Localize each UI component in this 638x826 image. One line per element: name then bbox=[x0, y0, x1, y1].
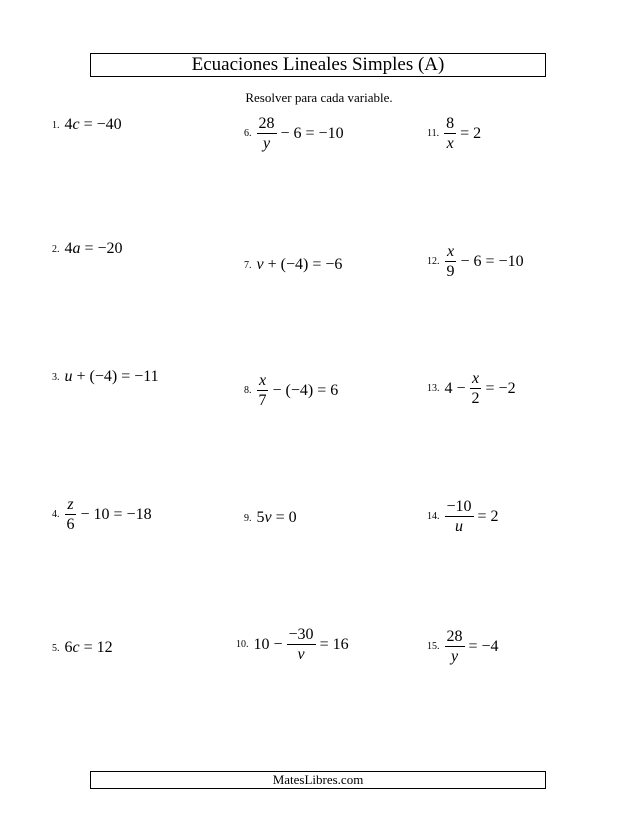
variable: c bbox=[72, 116, 80, 133]
problem-2 bbox=[52, 240, 123, 258]
instructions: Resolver para cada variable. bbox=[245, 90, 393, 105]
rhs: = −20 bbox=[84, 240, 123, 257]
problem-number: 13. bbox=[427, 383, 440, 394]
denominator: u bbox=[455, 518, 464, 535]
lhs-prefix: 4 − bbox=[444, 379, 466, 397]
numerator: 8 bbox=[446, 115, 455, 132]
problem-number: 4. bbox=[52, 509, 60, 520]
problem-number: 9. bbox=[244, 512, 252, 524]
problem-3 bbox=[52, 368, 159, 386]
problem-14 bbox=[427, 497, 499, 536]
rhs: − 6 = −10 bbox=[280, 124, 344, 142]
problem-number: 1. bbox=[52, 119, 60, 131]
problem-8 bbox=[244, 371, 338, 410]
denominator: 2 bbox=[471, 390, 480, 407]
problem-number: 12. bbox=[427, 256, 440, 267]
problem-11 bbox=[427, 114, 481, 153]
problem-12 bbox=[427, 242, 524, 281]
variable: a bbox=[72, 240, 81, 257]
coefficient: 5 bbox=[256, 509, 265, 526]
problem-number: 10. bbox=[236, 639, 249, 650]
fraction bbox=[445, 242, 457, 281]
denominator: 7 bbox=[258, 392, 267, 409]
numerator: 28 bbox=[446, 628, 463, 645]
problem-number: 7. bbox=[244, 259, 252, 271]
problem-10 bbox=[236, 625, 349, 664]
problem-number: 6. bbox=[244, 128, 252, 139]
variable: v bbox=[256, 256, 264, 273]
rhs: − (−4) = 6 bbox=[272, 381, 339, 399]
rhs: = 0 bbox=[275, 509, 297, 526]
rhs: = 2 bbox=[460, 124, 482, 142]
variable: v bbox=[264, 509, 272, 526]
problem-number: 8. bbox=[244, 385, 252, 396]
problem-number: 11. bbox=[427, 128, 440, 139]
rhs: = −4 bbox=[468, 637, 499, 655]
numerator: x bbox=[446, 243, 455, 260]
problem-number: 14. bbox=[427, 511, 440, 522]
rhs: + (−4) = −6 bbox=[267, 256, 343, 273]
numerator: 28 bbox=[258, 115, 275, 132]
coefficient: 4 bbox=[64, 240, 73, 257]
lhs-prefix: 10 − bbox=[253, 635, 283, 653]
problem-1 bbox=[52, 116, 122, 134]
denominator: v bbox=[297, 646, 305, 663]
worksheet-title: Ecuaciones Lineales Simples (A) bbox=[90, 53, 546, 77]
problem-6 bbox=[244, 114, 344, 153]
fraction bbox=[65, 495, 77, 534]
problem-number: 2. bbox=[52, 243, 60, 255]
denominator: x bbox=[446, 135, 454, 152]
variable: c bbox=[72, 639, 80, 656]
problem-5 bbox=[52, 639, 113, 657]
footer-site-name: MatesLibres.com bbox=[90, 771, 546, 789]
variable: u bbox=[64, 368, 73, 385]
fraction bbox=[257, 371, 269, 410]
numerator: z bbox=[67, 496, 74, 513]
rhs: = −2 bbox=[485, 379, 516, 397]
denominator: y bbox=[262, 135, 271, 152]
problem-number: 3. bbox=[52, 371, 60, 383]
numerator: −30 bbox=[288, 626, 314, 643]
problem-number: 15. bbox=[427, 641, 440, 652]
fraction bbox=[287, 625, 316, 664]
fraction bbox=[470, 369, 482, 408]
problem-number: 5. bbox=[52, 642, 60, 654]
fraction bbox=[444, 114, 456, 153]
coefficient: 4 bbox=[64, 116, 73, 133]
rhs: = 16 bbox=[319, 635, 349, 653]
denominator: y bbox=[450, 648, 459, 665]
fraction bbox=[257, 114, 277, 153]
rhs: − 10 = −18 bbox=[80, 505, 152, 523]
coefficient: 6 bbox=[64, 639, 73, 656]
rhs: − 6 = −10 bbox=[460, 252, 524, 270]
denominator: 9 bbox=[446, 263, 455, 280]
rhs: = −40 bbox=[83, 116, 122, 133]
numerator: −10 bbox=[446, 498, 472, 515]
problem-13 bbox=[427, 369, 516, 408]
problem-9 bbox=[244, 509, 297, 527]
fraction bbox=[445, 497, 474, 536]
numerator: x bbox=[258, 372, 267, 389]
rhs: = 2 bbox=[477, 507, 499, 525]
rhs: + (−4) = −11 bbox=[76, 368, 159, 385]
problem-7 bbox=[244, 256, 342, 274]
problem-4 bbox=[52, 495, 152, 534]
problem-15 bbox=[427, 627, 499, 666]
fraction bbox=[445, 627, 465, 666]
denominator: 6 bbox=[66, 516, 75, 533]
numerator: x bbox=[471, 370, 480, 387]
rhs: = 12 bbox=[83, 639, 113, 656]
